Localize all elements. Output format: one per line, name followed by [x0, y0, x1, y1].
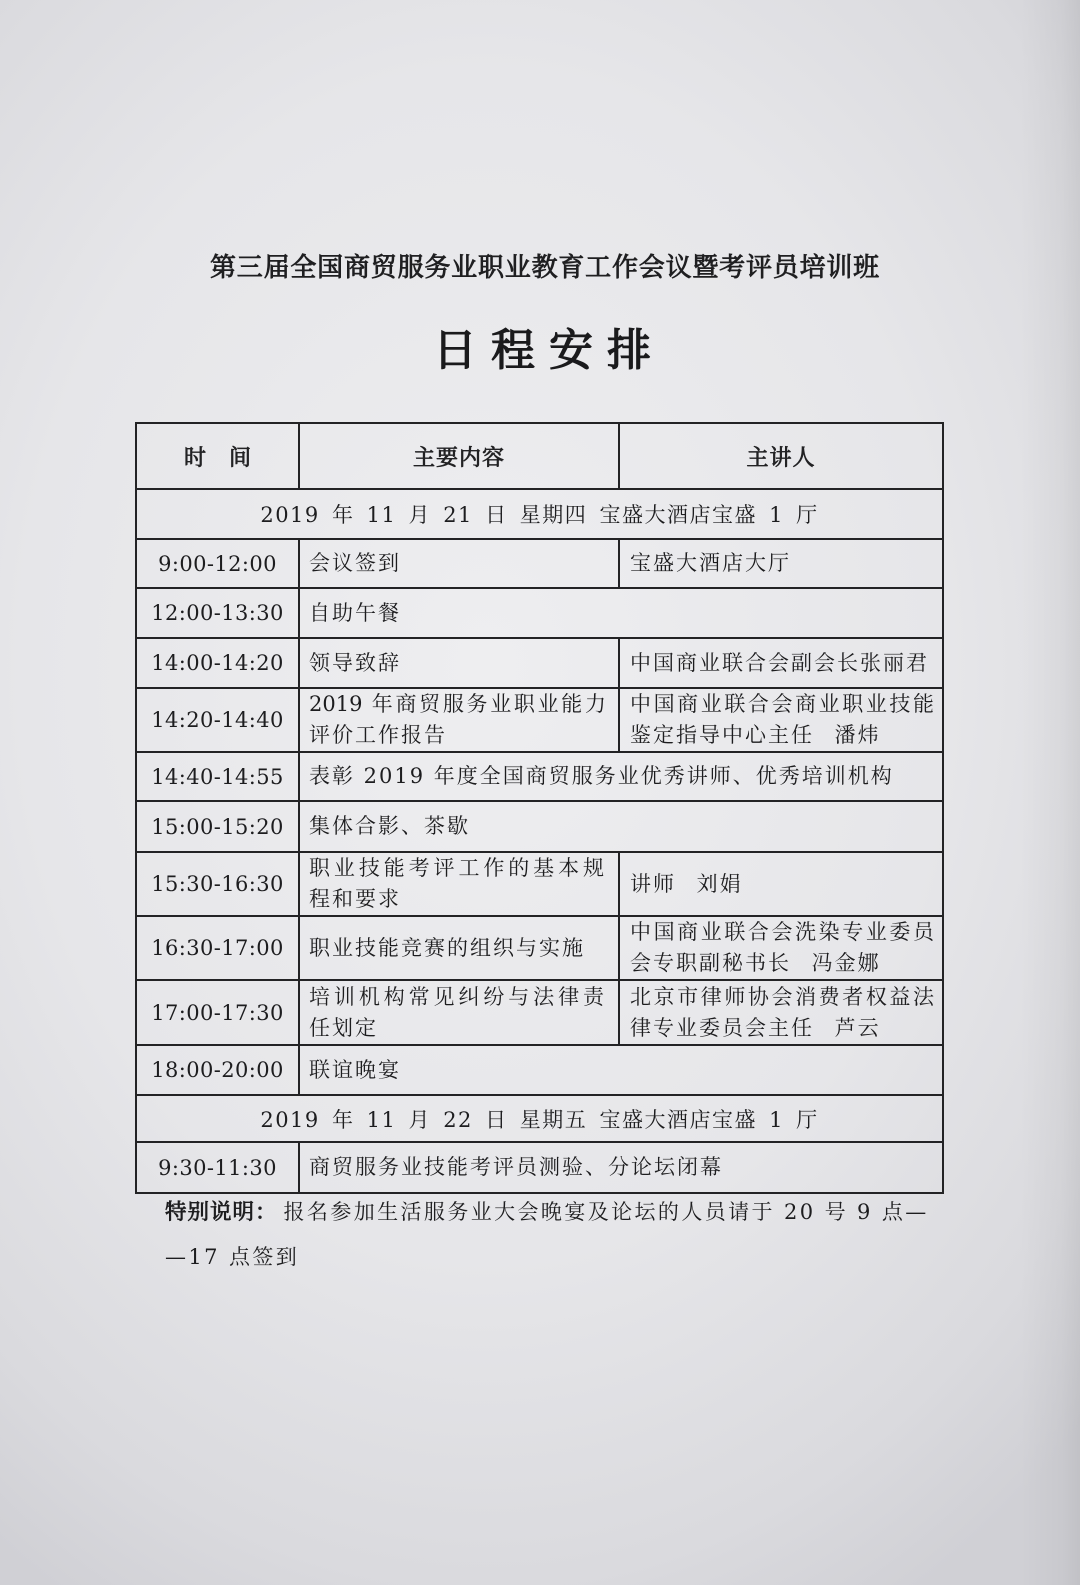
session-time: 17:00-17:30 — [136, 980, 299, 1045]
speaker-line: 中国商业联合会商业职业技能 — [630, 692, 936, 716]
session-row — [136, 638, 943, 688]
session-content — [299, 916, 619, 980]
session-content — [299, 1045, 943, 1095]
session-time: 14:00-14:20 — [136, 638, 299, 688]
session-row — [136, 801, 943, 852]
session-row — [136, 980, 943, 1045]
session-time: 15:00-15:20 — [136, 801, 299, 852]
session-content — [299, 588, 943, 638]
session-speaker — [619, 852, 943, 916]
note-text: —17 点签到 — [165, 1245, 300, 1269]
day-row — [136, 1095, 943, 1142]
header-content: 主要内容 — [299, 423, 619, 489]
session-time: 9:00-12:00 — [136, 539, 299, 588]
speaker-line: 会专职副秘书长 冯金娜 — [630, 951, 881, 975]
session-time: 18:00-20:00 — [136, 1045, 299, 1095]
header-time: 时间 — [136, 423, 299, 489]
day-date-line: 2019 年 11 月 22 日 星期五 宝盛大酒店宝盛 1 厅 — [136, 1095, 943, 1142]
session-row — [136, 539, 943, 588]
day-date-line: 2019 年 11 月 21 日 星期四 宝盛大酒店宝盛 1 厅 — [136, 489, 943, 539]
session-speaker — [619, 688, 943, 752]
document-title: 第三届全国商贸服务业职业教育工作会议暨考评员培训班 — [209, 253, 880, 283]
speaker-line: 鉴定指导中心主任 潘炜 — [630, 723, 881, 747]
session-time: 14:20-14:40 — [136, 688, 299, 752]
schedule-heading: 日程安排 — [433, 325, 665, 376]
session-speaker — [619, 916, 943, 980]
speaker-line: 北京市律师协会消费者权益法 — [630, 984, 936, 1009]
session-row — [136, 852, 943, 916]
session-row — [136, 752, 943, 801]
table-header-row — [136, 423, 943, 489]
day-row — [136, 489, 943, 539]
session-speaker — [619, 638, 943, 688]
speaker-line: 讲师 刘娟 — [630, 871, 743, 896]
content-line: 评价工作报告 — [309, 723, 447, 747]
content-line: 集体合影、茶歇 — [309, 814, 470, 838]
session-content — [299, 638, 619, 688]
session-row — [136, 1045, 943, 1095]
speaker-line: 中国商业联合会洗染专业委员 — [630, 920, 936, 944]
speaker-line: 律专业委员会主任 芦云 — [630, 1015, 881, 1040]
content-line: 联谊晚宴 — [309, 1057, 401, 1082]
speaker-line: 宝盛大酒店大厅 — [630, 551, 791, 575]
content-line: 2019 年商贸服务业职业能力 — [309, 692, 606, 716]
session-content — [299, 1142, 943, 1193]
session-time: 14:40-14:55 — [136, 752, 299, 801]
note-line — [165, 1190, 945, 1235]
session-row — [136, 1142, 943, 1193]
special-note — [165, 1190, 945, 1279]
session-content — [299, 688, 619, 752]
content-line: 职业技能考评工作的基本规 — [309, 856, 606, 880]
content-line: 会议签到 — [309, 551, 401, 575]
session-speaker — [619, 539, 943, 588]
session-content — [299, 852, 619, 916]
session-time: 9:30-11:30 — [136, 1142, 299, 1193]
content-line: 培训机构常见纠纷与法律责 — [309, 984, 606, 1009]
schedule-table — [135, 422, 944, 1194]
note-label: 特别说明： — [165, 1200, 278, 1225]
content-line: 职业技能竞赛的组织与实施 — [309, 935, 585, 960]
session-row — [136, 688, 943, 752]
note-line — [165, 1235, 945, 1279]
session-content — [299, 539, 619, 588]
header-speaker: 主讲人 — [619, 423, 943, 489]
content-line: 程和要求 — [309, 887, 401, 911]
session-speaker — [619, 980, 943, 1045]
content-line: 表彰 2019 年度全国商贸服务业优秀讲师、优秀培训机构 — [309, 764, 894, 788]
content-line: 自助午餐 — [309, 600, 401, 625]
content-line: 领导致辞 — [309, 650, 401, 675]
session-row — [136, 916, 943, 980]
session-content — [299, 801, 943, 852]
session-time: 15:30-16:30 — [136, 852, 299, 916]
session-content — [299, 980, 619, 1045]
session-time: 16:30-17:00 — [136, 916, 299, 980]
content-line: 商贸服务业技能考评员测验、分论坛闭幕 — [309, 1155, 723, 1179]
content-line: 任划定 — [309, 1015, 378, 1040]
speaker-line: 中国商业联合会副会长张丽君 — [630, 650, 929, 675]
session-content — [299, 752, 943, 801]
note-text: 报名参加生活服务业大会晚宴及论坛的人员请于 20 号 9 点— — [283, 1200, 929, 1224]
session-row — [136, 588, 943, 638]
session-time: 12:00-13:30 — [136, 588, 299, 638]
